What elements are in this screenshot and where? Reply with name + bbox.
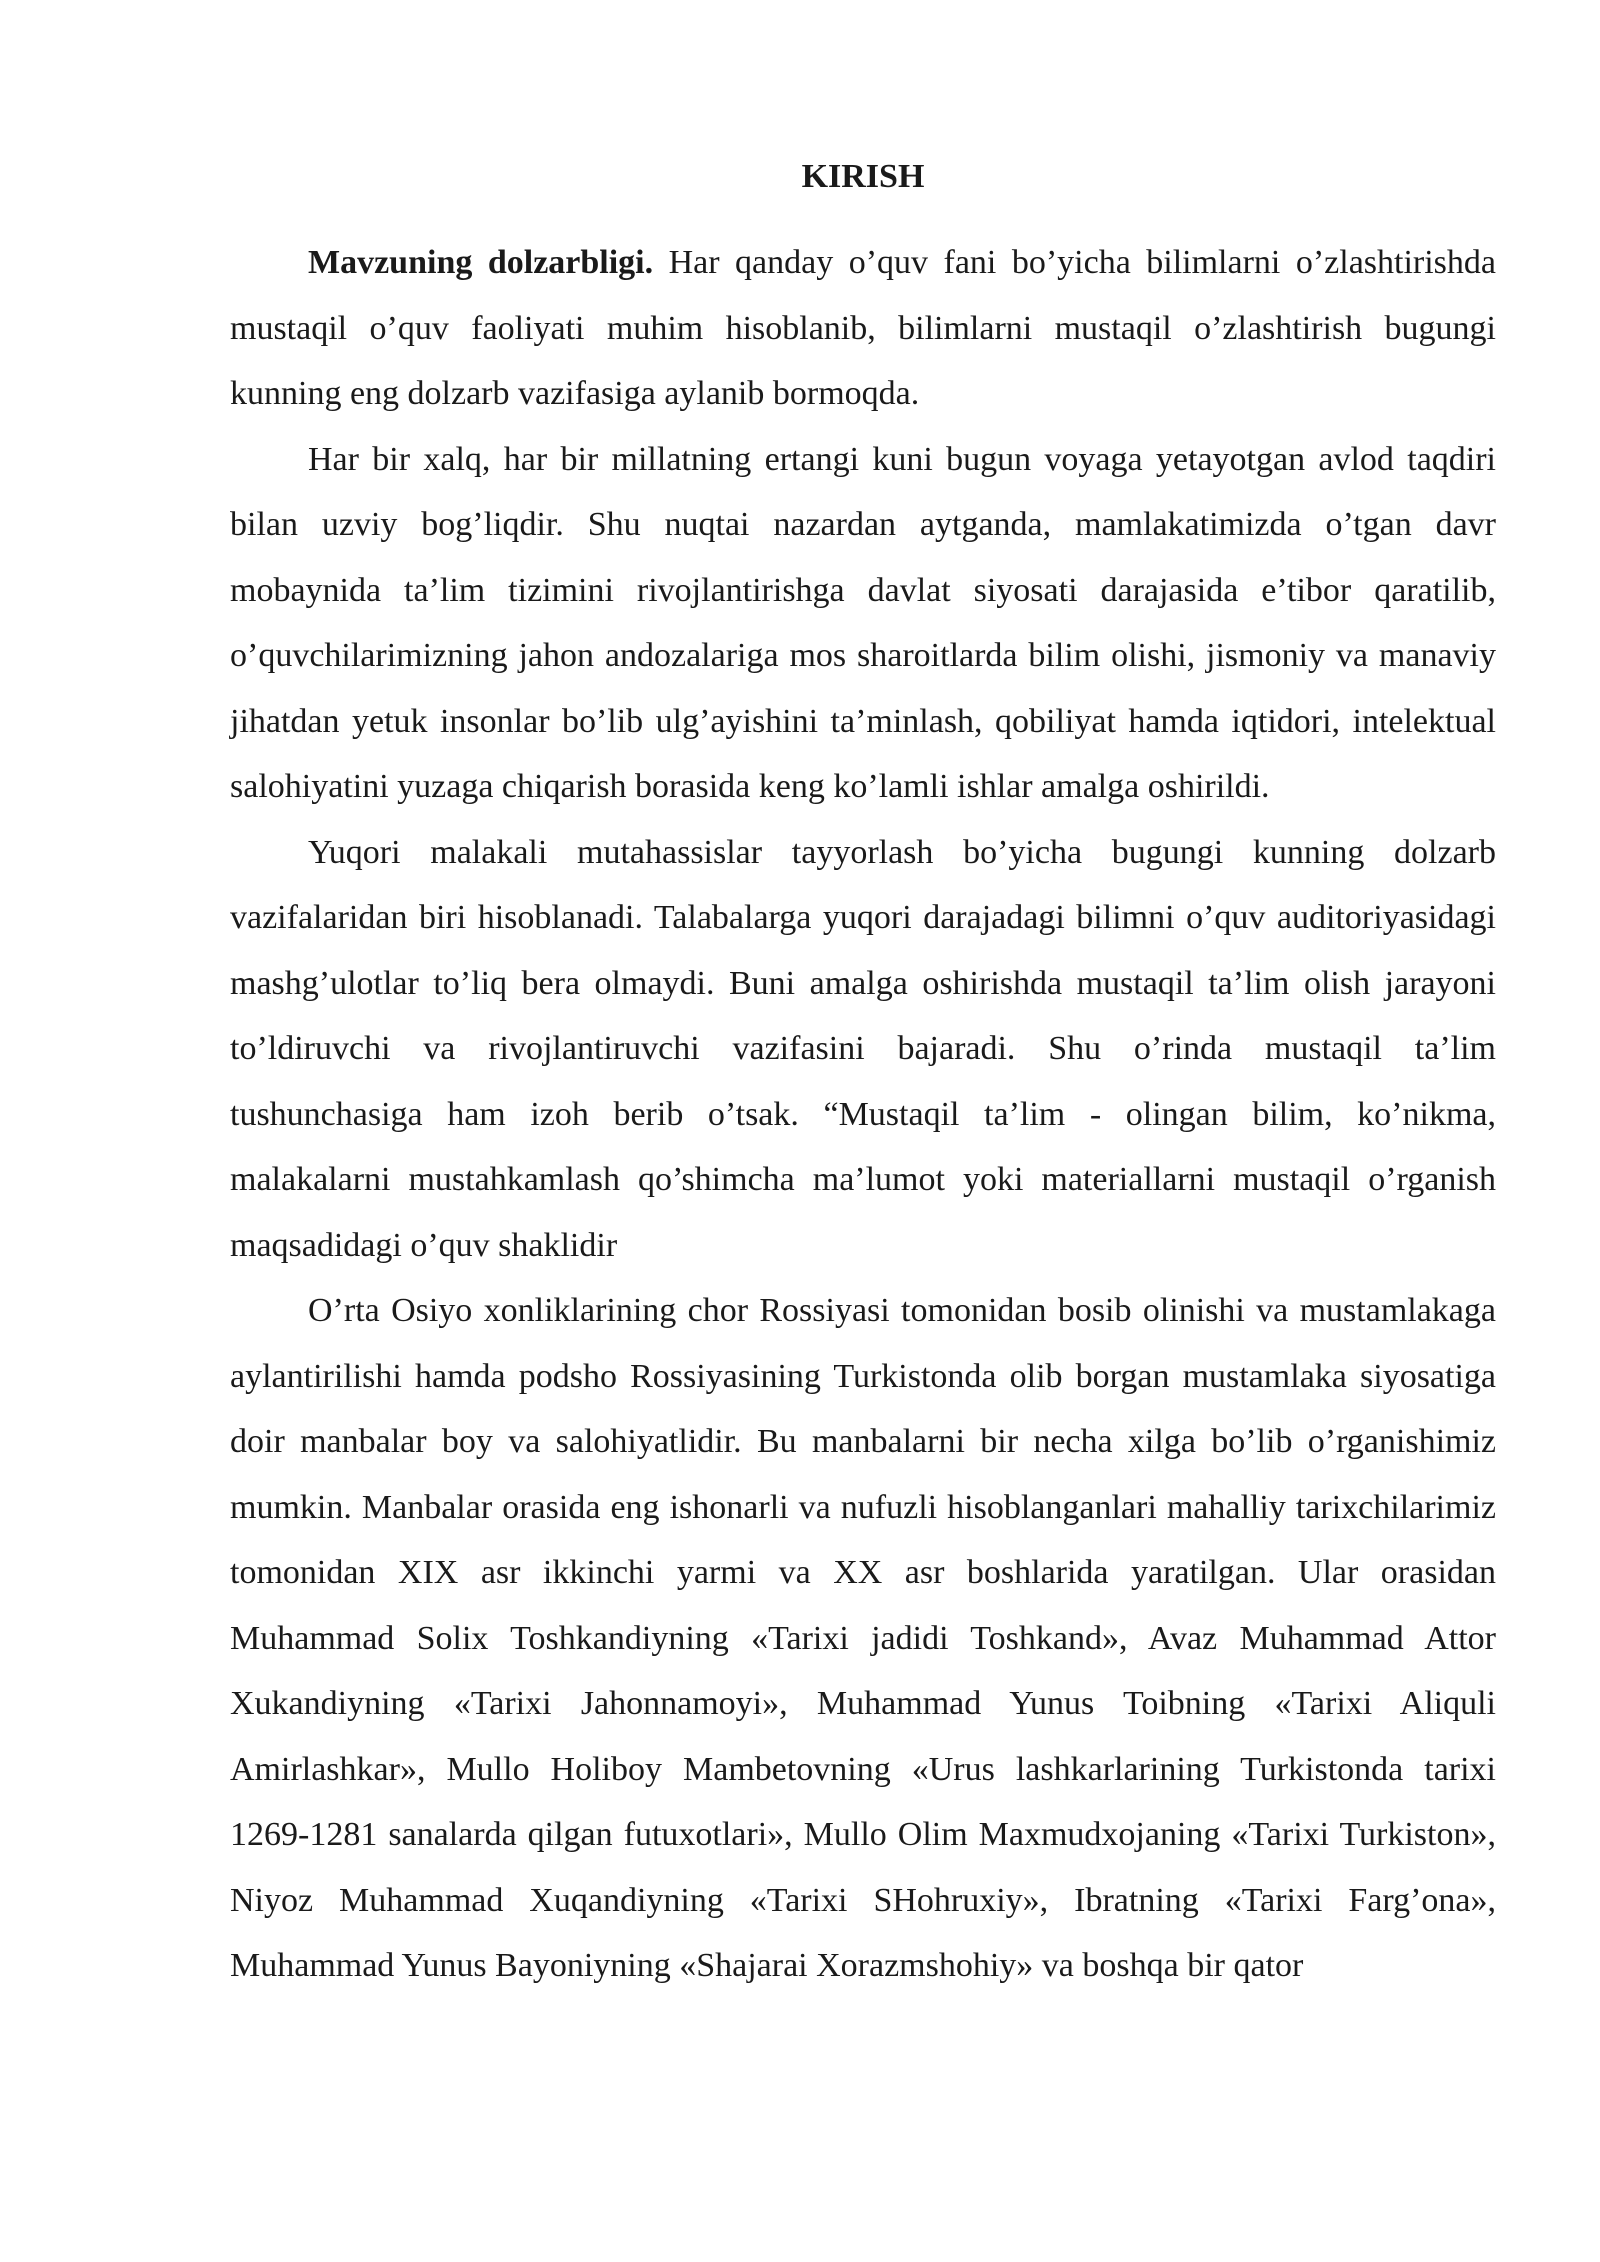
document-page [230,150,1496,1999]
section-title: KIRISH [801,158,925,195]
paragraph-generation: Har bir xalq, har bir millatning ertangi kuni bugun voyaga yetayotgan avlod taqdiri bilan uzviy bog’liqdir. Shu nuqtai nazardan aytganda, mamlakatimizda o’tgan davr mobaynida ta’lim tizimini rivojlantirishga davlat siyosati darajasida e’tibor qaratilib, o’quvchilarimizning jahon andozalariga mos sharoitlarda bilim olishi, jismoniy va manaviy jihatdan yetuk insonlar bo’lib ulg’ayishini ta’minlash, qobiliyat hamda iqtidori, intelektual salohiyatini yuzaga chiqarish borasida keng ko’lamli ishlar amalga oshirildi. [230,440,1496,805]
paragraph-relevance [230,230,1496,427]
paragraph-self-study: Yuqori malakali mutahassislar tayyorlash bo’yicha bugungi kunning dolzarb vazifalaridan biri hisoblanadi. Talabalarga yuqori darajadagi bilimni o’quv auditoriyasidagi mashg’ulotlar to’liq bera olmaydi. Buni amalga oshirishda mustaqil ta’lim olish jarayoni to’ldiruvchi va rivojlantiruvchi vazifasini bajaradi. Shu o’rinda mustaqil ta’lim tushunchasiga ham izoh berib o’tsak. “Mustaqil ta’lim - olingan bilim, ko’nikma, malakalarni mustahkamlash qo’shimcha ma’lumot yoki materiallarni mustaqil o’rganish maqsadidagi o’quv shaklidir [230,833,1496,1264]
paragraph-sources: O’rta Osiyo xonliklarining chor Rossiyasi tomonidan bosib olinishi va mustamlakaga aylantirilishi hamda podsho Rossiyasining Turkistonda olib borgan mustamlaka siyosatiga doir manbalar boy va salohiyatlidir. Bu manbalarni bir necha xilga bo’lib o’rganishimiz mumkin. Manbalar orasida eng ishonarli va nufuzli hisoblanganlari mahalliy tarixchilarimiz tomonidan XIX asr ikkinchi yarmi va XX asr boshlarida yaratilgan. Ular orasidan Muhammad Solix Toshkandiyning «Tarixi jadidi Toshkand», Avaz Muhammad Attor Xukandiyning «Tarixi Jahonnamoyi», Muhammad Yunus Toibning «Tarixi Aliquli Amirlashkar», Mullo Holiboy Mambetovning «Urus lashkarlarining Turkistonda tarixi 1269-1281 sanalarda qilgan futuxotlari», Mullo Olim Maxmudxojaning «Tarixi Turkiston», Niyoz Muhammad Xuqandiyning «Tarixi SHohruxiy», Ibratning «Tarixi Farg’ona», Muhammad Yunus Bayoniyning «Shajarai Xorazmshohiy» va boshqa bir qator [230,1292,1496,1984]
paragraph-text: Har qanday o’quv fani bo’yicha bilimlarni o’zlashtirishda mustaqil o’quv faoliyati muhim hisoblanib, bilimlarni mustaqil o’zlashtirish bugungi kunning eng dolzarb vazifasiga aylanib bormoqda. [230,244,1496,412]
paragraph-lead: Mavzuning dolzarbligi. [308,244,654,281]
